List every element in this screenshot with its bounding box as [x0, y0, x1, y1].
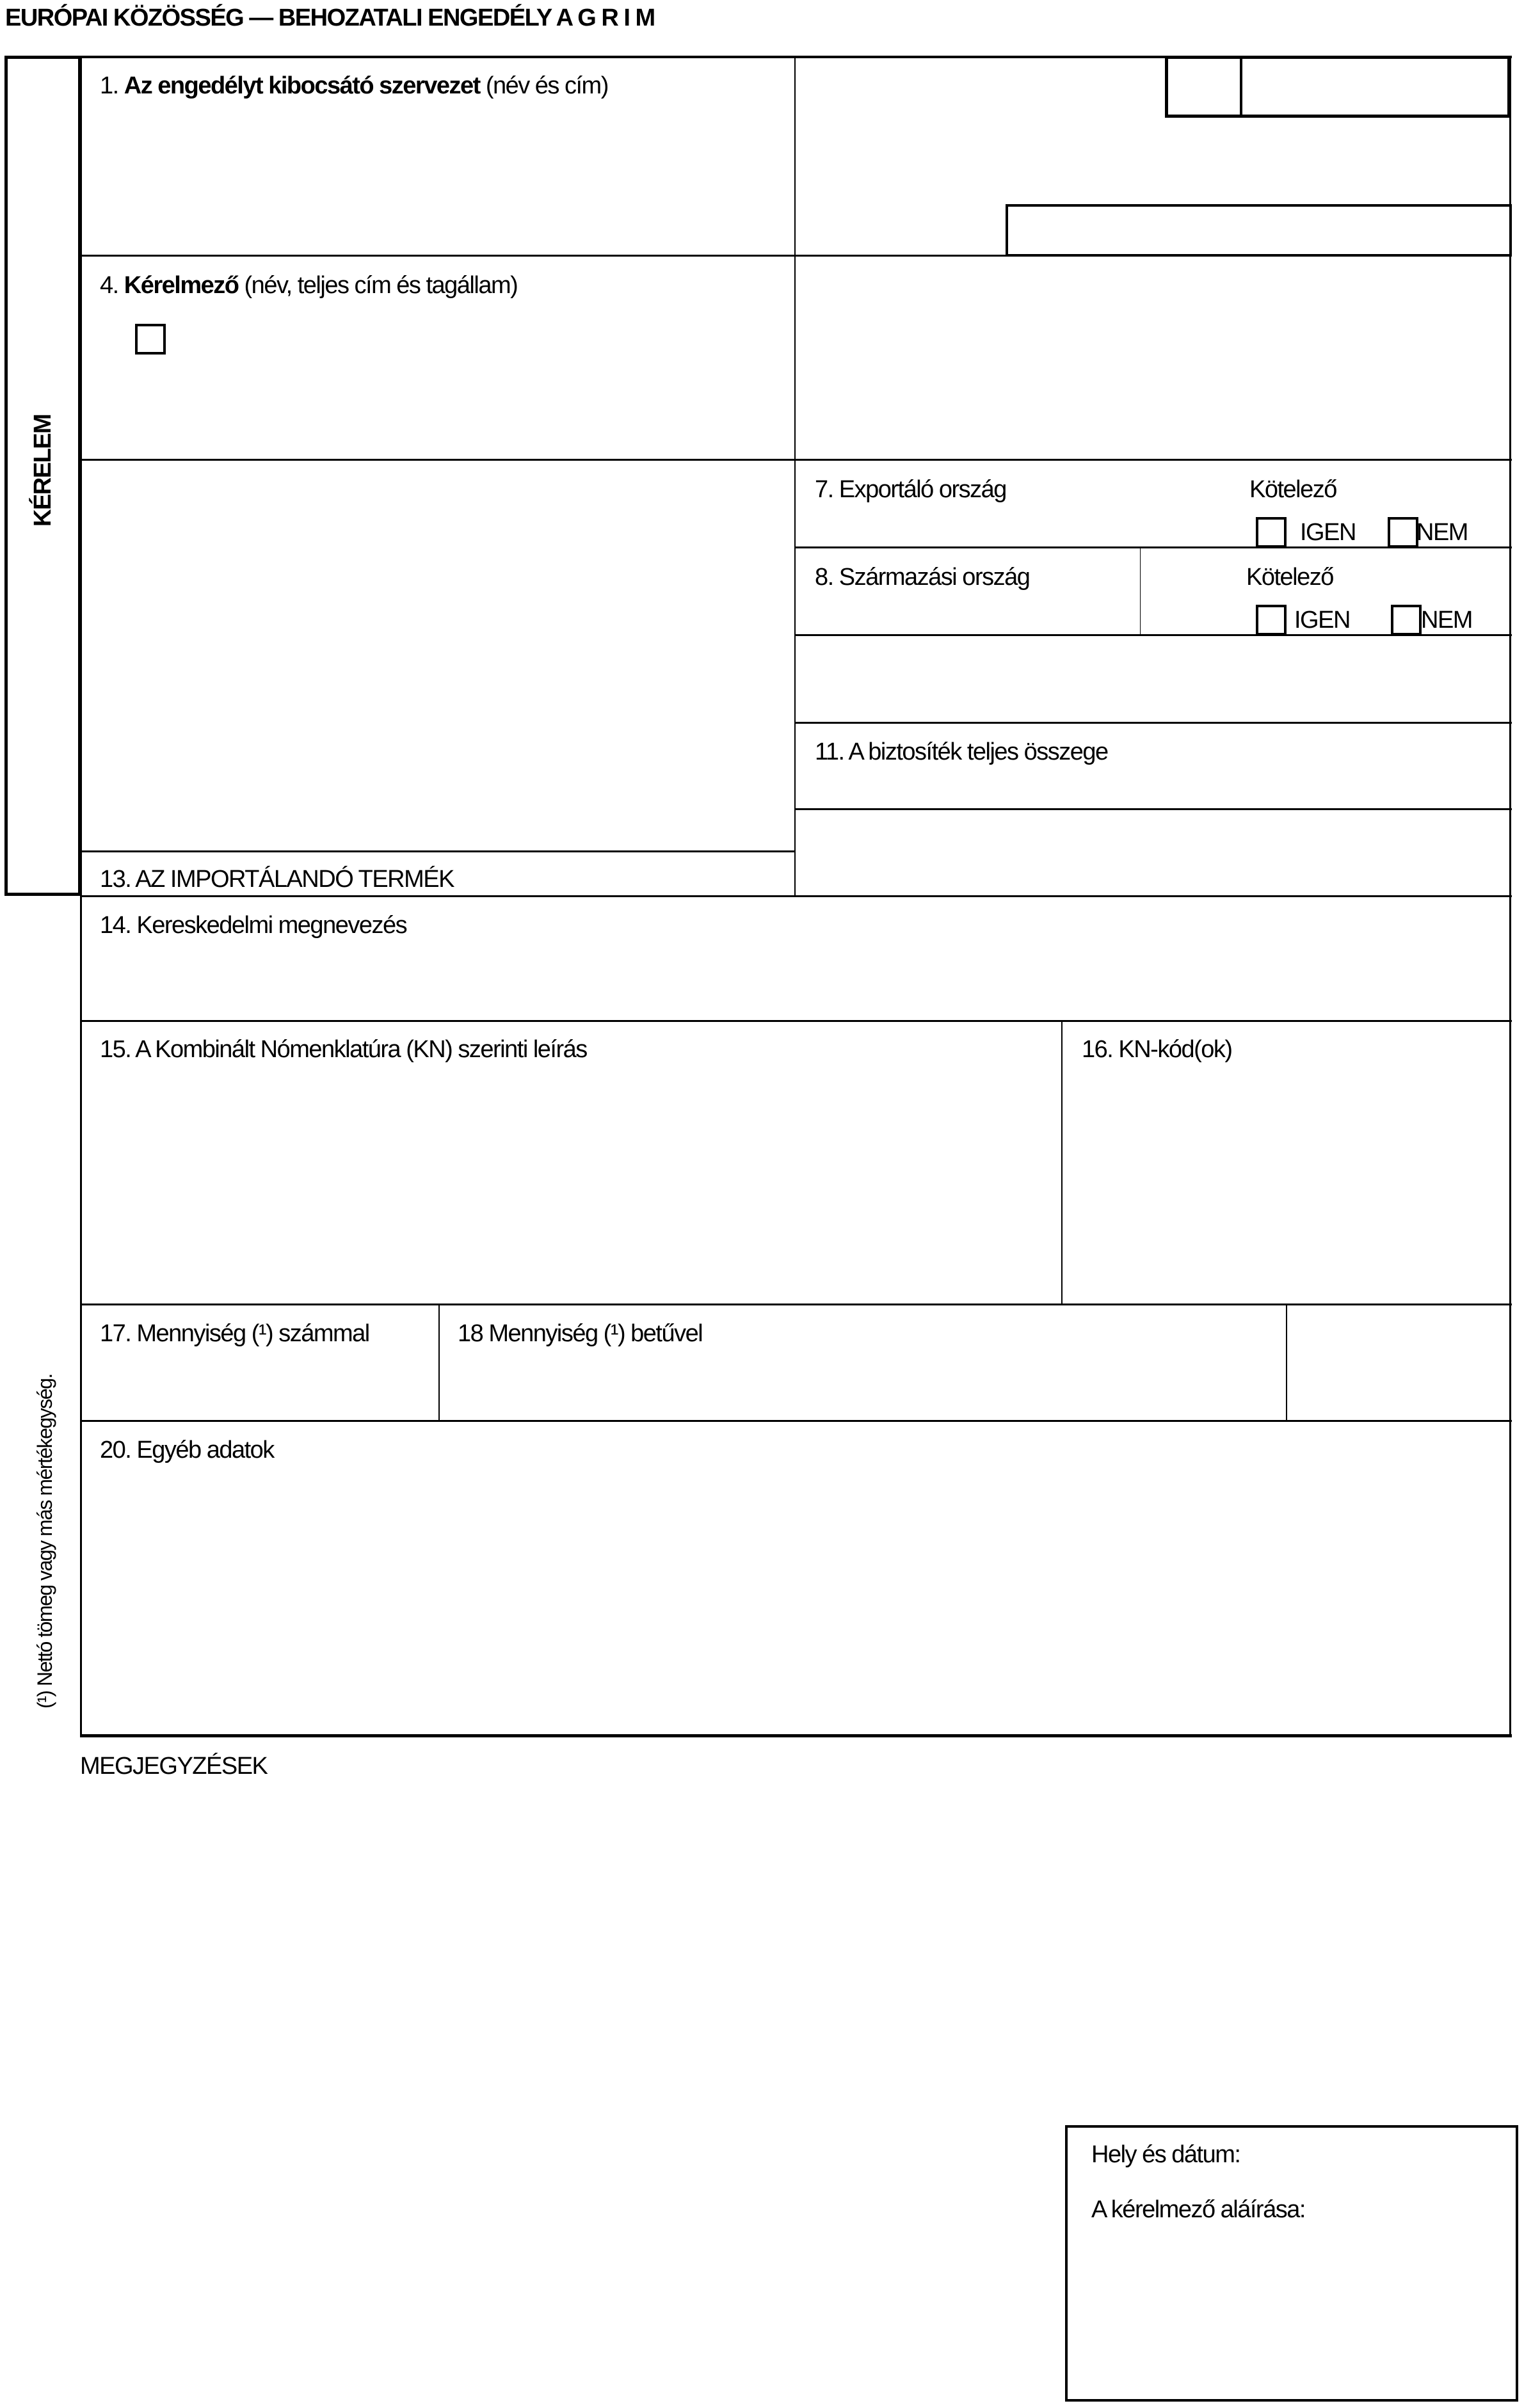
official-box [1006, 204, 1512, 257]
field-18-label: 18 Mennyiség (¹) betűvel [458, 1320, 703, 1347]
divider [795, 808, 1512, 810]
divider [80, 1734, 1512, 1737]
divider [795, 722, 1512, 724]
divider [80, 1304, 1512, 1305]
field-7-no-label: NEM [1416, 519, 1468, 546]
divider [80, 459, 1512, 461]
field-7-mandatory: Kötelező [1249, 476, 1336, 503]
field-15-label: 15. A Kombinált Nómenklatúra (KN) szerinti leírás [100, 1036, 587, 1063]
field-8-no-checkbox[interactable] [1391, 605, 1422, 635]
field-13-label: 13. AZ IMPORTÁLANDÓ TERMÉK [100, 866, 454, 893]
divider [1140, 548, 1141, 635]
field-17-label: 17. Mennyiség (¹) számmal [100, 1320, 369, 1347]
field-7-no-checkbox[interactable] [1388, 517, 1418, 548]
field-7-yes-checkbox[interactable] [1256, 517, 1287, 548]
field-11-label: 11. A biztosíték teljes összege [815, 738, 1108, 765]
divider [80, 1020, 1512, 1022]
divider [1061, 1021, 1063, 1304]
place-date-label: Hely és dátum: [1091, 2141, 1240, 2168]
field-1-label: 1. Az engedélyt kibocsátó szervezet (név és cím) [100, 72, 608, 99]
field-8-no-label: NEM [1421, 607, 1472, 634]
divider [438, 1304, 440, 1421]
field-7-label: 7. Exportáló ország [815, 476, 1006, 503]
field-8-label: 8. Származási ország [815, 564, 1030, 591]
permit-number-box [1165, 56, 1511, 118]
form-title: EURÓPAI KÖZÖSSÉG — BEHOZATALI ENGEDÉLY A G R I M [5, 4, 655, 31]
field-8-yes-label: IGEN [1294, 607, 1350, 634]
applicant-checkbox[interactable] [135, 324, 166, 355]
field-8-mandatory: Kötelező [1246, 564, 1333, 591]
field-4-label: 4. Kérelmező (név, teljes cím és tagállam) [100, 272, 518, 299]
footnote: (¹) Nettó tömeg vagy más mértékegység. [33, 1374, 56, 1709]
divider [80, 1420, 1512, 1422]
field-7-yes-label: IGEN [1300, 519, 1356, 546]
remarks-label: MEGJEGYZÉSEK [80, 1753, 268, 1780]
signature-label: A kérelmező aláírása: [1091, 2196, 1305, 2223]
side-label: KÉRELEM [29, 414, 56, 527]
divider [1286, 1304, 1287, 1421]
field-16-label: 16. KN-kód(ok) [1082, 1036, 1232, 1063]
divider [80, 850, 795, 852]
divider [1240, 57, 1242, 116]
field-8-yes-checkbox[interactable] [1256, 605, 1287, 635]
field-14-label: 14. Kereskedelmi megnevezés [100, 912, 407, 939]
field-20-label: 20. Egyéb adatok [100, 1437, 274, 1463]
divider [794, 56, 796, 896]
divider [80, 895, 1512, 897]
